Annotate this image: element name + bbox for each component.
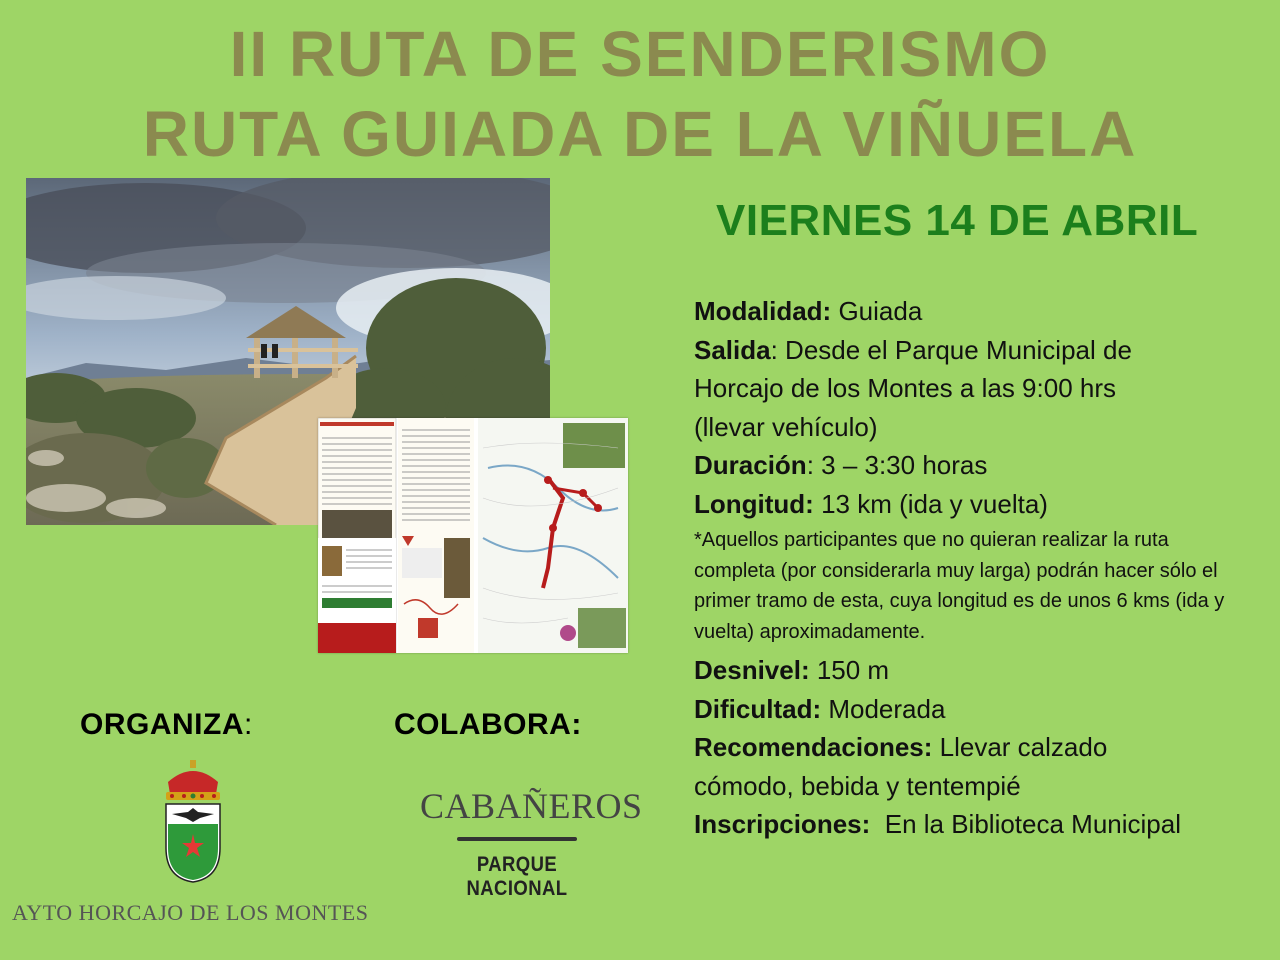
colabora-label: COLABORA: xyxy=(394,708,582,741)
dificultad-label: Dificultad: xyxy=(694,693,822,724)
inscripciones-row xyxy=(694,805,1254,844)
recomendaciones-value-line2: cómodo, bebida y tentempié xyxy=(694,770,1021,801)
park-name: CABAÑEROS xyxy=(420,786,643,826)
salida-row xyxy=(694,331,1254,370)
cabaneros-logo xyxy=(420,785,643,901)
event-date: VIERNES 14 DE ABRIL xyxy=(716,196,1199,245)
salida-value-line3: (llevar vehículo) xyxy=(694,411,878,442)
dificultad-value: Moderada xyxy=(821,693,946,724)
recomendaciones-label: Recomendaciones: xyxy=(694,732,933,762)
inscripciones-value: En la Biblioteca Municipal xyxy=(870,809,1181,839)
longitud-label: Longitud: xyxy=(694,488,814,519)
longitud-value: 13 km (ida y vuelta) xyxy=(813,488,1048,519)
organiza-label xyxy=(80,708,253,742)
modalidad-row xyxy=(694,292,1254,331)
desnivel-value: 150 m xyxy=(809,655,890,685)
recomendaciones-value-line1: Llevar calzado xyxy=(932,732,1108,762)
title-line-2: RUTA GUIADA DE LA VIÑUELA xyxy=(142,98,1138,170)
modalidad-label: Modalidad: xyxy=(694,296,832,326)
duracion-value: : 3 – 3:30 horas xyxy=(806,450,988,480)
salida-value-line1: : Desde el Parque Municipal de xyxy=(770,334,1132,365)
organiza-label-text: ORGANIZA xyxy=(80,708,244,741)
ayto-name: AYTO HORCAJO DE LOS MONTES xyxy=(12,900,369,925)
longitud-note: *Aquellos participantes que no quieran realizar la ruta completa (por considerarla muy larga) podrán hacer sólo el primer tramo de esta, cuya longitud es de unos 6 kms (ida y vuelta) aproximadamente. xyxy=(694,529,1225,643)
salida-value-line2: Horcajo de los Montes a las 9:00 hrs xyxy=(694,373,1116,403)
title-line-1: II RUTA DE SENDERISMO xyxy=(229,18,1051,90)
duracion-label: Duración xyxy=(694,450,807,480)
modalidad-value: Guiada xyxy=(831,296,923,326)
route-details xyxy=(694,292,1254,844)
dificultad-row xyxy=(694,690,1254,729)
longitud-row xyxy=(694,485,1254,524)
horcajo-coat-of-arms xyxy=(158,760,228,885)
salida-label: Salida xyxy=(694,334,771,365)
recomendaciones-row xyxy=(694,728,1254,767)
desnivel-row xyxy=(694,651,1254,690)
logo-divider xyxy=(457,837,577,841)
inscripciones-label: Inscripciones: xyxy=(694,809,871,839)
route-brochure-image xyxy=(318,418,628,653)
park-subtitle: PARQUE NACIONAL xyxy=(466,853,568,900)
duracion-row xyxy=(694,446,1254,485)
organiza-colon: : xyxy=(244,708,253,741)
desnivel-label: Desnivel: xyxy=(694,655,810,685)
